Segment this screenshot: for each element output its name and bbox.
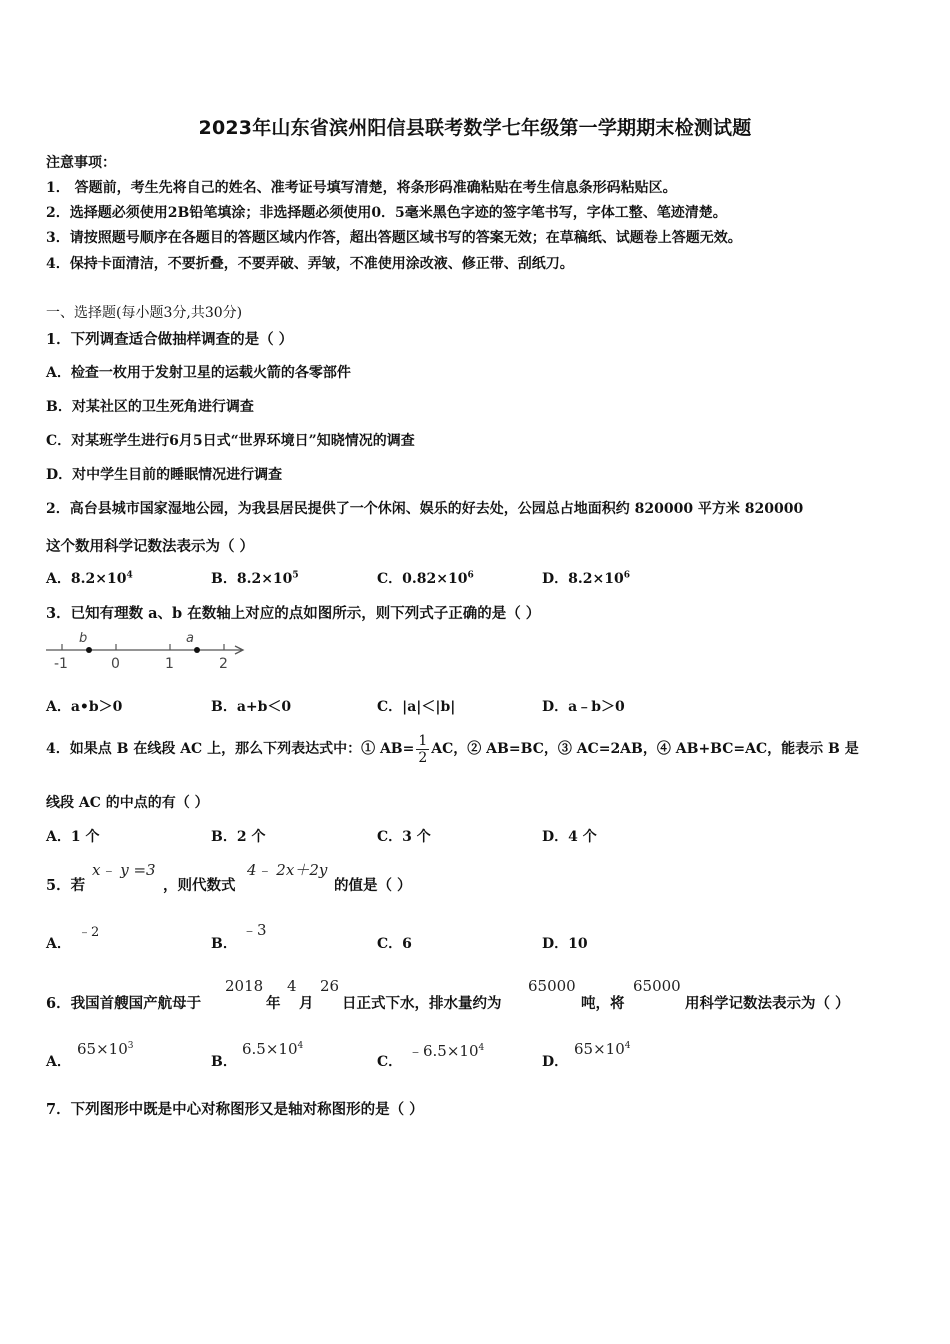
question-5-option-a-label: A．	[46, 936, 71, 952]
question-3-stem: 3．已知有理数 a、b 在数轴上对应的点如图所示，则下列式子正确的是（ ）	[46, 605, 541, 622]
question-5-condition: x﹣ y =3	[92, 861, 156, 879]
question-6-option-d-value: $65\times 10^4$	[574, 1040, 631, 1058]
question-7-stem: 7．下列图形中既是中心对称图形又是轴对称图形的是（ ）	[46, 1101, 424, 1118]
question-6-option-c-label: C．	[377, 1054, 403, 1070]
point-a	[194, 647, 200, 653]
question-1-option-b: B．对某社区的卫生死角进行调查	[46, 399, 254, 415]
question-6-number: 65000	[633, 977, 681, 995]
question-1-stem: 1．下列调查适合做抽样调查的是（ ）	[46, 331, 294, 348]
question-3-option-c: C．|a|＜|b|	[377, 699, 456, 715]
question-4-stem: 4．如果点 B 在线段 AC 上，那么下列表达式中：① AB= $\frac{1}{2}$ AC，② AB=BC，③ AC=2AB，④ AB+BC=AC，能表示 B 是	[46, 732, 859, 766]
question-4-option-c: C．3 个	[377, 829, 431, 845]
point-b-label: b	[79, 631, 88, 646]
notice-item: 3．请按照题号顺序在各题目的答题区域内作答，超出答题区域书写的答案无效；在草稿纸、试题卷上答题无效。	[46, 230, 742, 246]
fraction-one-half: $\frac{1}{2}$	[418, 732, 428, 766]
question-5-option-d: D．10	[542, 936, 588, 952]
question-6-year: 2018	[225, 977, 264, 995]
question-6-part: 吨，将	[581, 995, 625, 1012]
question-2-option-b: B．$8.2\times 10^5$	[211, 570, 299, 587]
question-5-label: 5．若	[46, 877, 86, 894]
question-5-option-a-value: ﹣2	[78, 925, 100, 940]
question-6-month: 4	[287, 977, 297, 995]
question-2-stem: 2．高台县城市国家湿地公园，为我县居民提供了一个休闲、娱乐的好去处，公园总占地面积约 820000 平方米 820000	[46, 501, 804, 517]
question-6-option-d-label: D．	[542, 1054, 569, 1070]
notice-item: 2．选择题必须使用2B铅笔填涂；非选择题必须使用0．5毫米黑色字迹的签字笔书写，字体工整、笔迹清楚。	[46, 205, 727, 221]
question-1-option-d: D．对中学生目前的睡眠情况进行调查	[46, 467, 283, 483]
question-5-option-b-value: ﹣3	[242, 921, 267, 939]
question-1-option-c: C．对某班学生进行6月5日式“世界环境日”知晓情况的调查	[46, 433, 415, 449]
question-6-day: 26	[320, 977, 340, 995]
notice-item: 4．保持卡面清洁，不要折叠，不要弄破、弄皱，不准使用涂改液、修正带、刮纸刀。	[46, 256, 574, 272]
question-5-expression: 4﹣ 2x＋2y	[247, 861, 328, 879]
question-4-stem-cont: 线段 AC 的中点的有（ ）	[46, 795, 209, 811]
question-5-option-c: C．6	[377, 936, 412, 952]
question-6-option-b-value: $6.5\times 10^4$	[242, 1040, 304, 1058]
question-6-option-b-label: B．	[211, 1054, 237, 1070]
tick-label: 1	[165, 656, 174, 672]
question-6-displacement: 65000	[528, 977, 576, 995]
question-6-part: 6．我国首艘国产航母于	[46, 995, 202, 1012]
question-6-option-a-value: $65\times 10^3$	[77, 1040, 134, 1058]
question-6-part: 年	[266, 995, 281, 1012]
question-4-option-d: D．4 个	[542, 829, 597, 845]
question-3-option-a: A．a•b＞0	[46, 699, 123, 715]
question-3-option-b: B．a+b＜0	[211, 699, 292, 715]
question-4-option-b: B．2 个	[211, 829, 266, 845]
page-title: 2023年山东省滨州阳信县联考数学七年级第一学期期末检测试题	[198, 117, 752, 139]
question-2-option-a: A．$8.2\times 10^4$	[46, 570, 133, 587]
question-2-option-c: C．$0.82\times 10^6$	[377, 570, 474, 587]
notice-heading: 注意事项：	[46, 155, 116, 171]
tick-label: -1	[54, 656, 68, 672]
tick-label: 0	[111, 656, 120, 672]
question-6-part: 日正式下水，排水量约为	[342, 995, 502, 1012]
number-line-figure	[42, 628, 252, 674]
point-b	[86, 647, 92, 653]
question-2-option-d: D．$8.2\times 10^6$	[542, 570, 630, 587]
section-heading: 一、选择题(每小题3分,共30分)	[46, 305, 243, 321]
point-a-label: a	[186, 631, 194, 646]
notice-item: 1． 答题前，考生先将自己的姓名、准考证号填写清楚，将条形码准确粘贴在考生信息条形码粘贴区。	[46, 180, 677, 196]
question-3-option-d: D．a﹣b＞0	[542, 699, 625, 715]
question-2-stem-cont: 这个数用科学记数法表示为（ ）	[46, 538, 255, 555]
question-6-part: 用科学记数法表示为（ ）	[685, 995, 850, 1012]
question-6-option-a-label: A．	[46, 1054, 71, 1070]
question-6-part: 月	[299, 995, 314, 1012]
question-6-option-c-value: $﹣6.5\times 10^4$	[408, 1042, 485, 1060]
question-4-option-a: A．1 个	[46, 829, 100, 845]
tick-label: 2	[219, 656, 228, 672]
question-1-option-a: A．检查一枚用于发射卫星的运载火箭的各零部件	[46, 365, 351, 381]
question-5-option-b-label: B．	[211, 936, 237, 952]
question-5-mid: ，则代数式	[163, 877, 236, 894]
question-5-post: 的值是（ ）	[334, 877, 412, 894]
